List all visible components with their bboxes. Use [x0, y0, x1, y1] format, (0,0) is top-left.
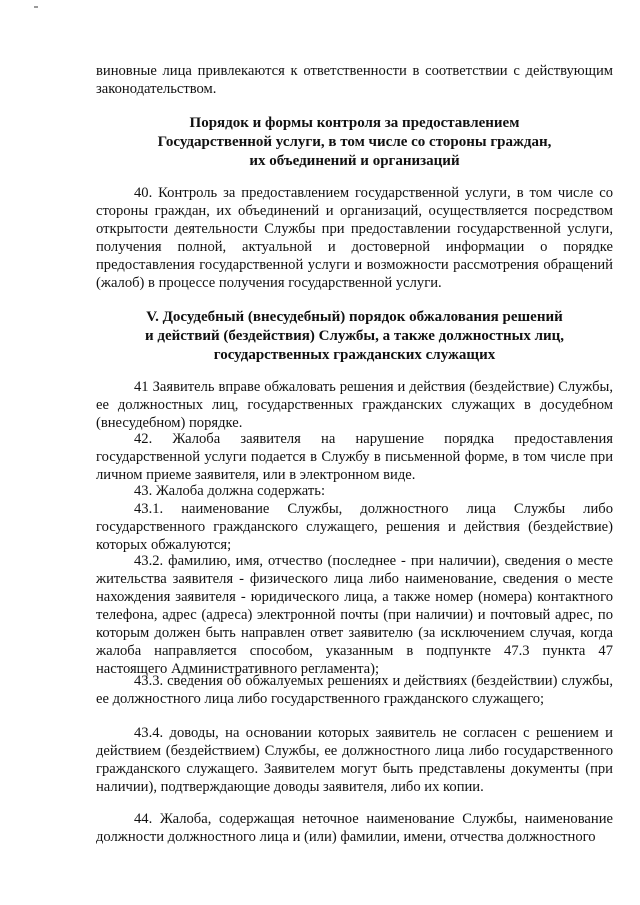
- scan-mark: [34, 6, 38, 8]
- paragraph-43-4: 43.4. доводы, на основании которых заявитель не согласен с решением и действием (бездействием) Службы, ее должностного лица либо государственного гражданского служащего. Заявителем могут быть представлены документы (при наличии), подтверждающие доводы заявителя, либо их копии.: [96, 725, 613, 795]
- paragraph-44: 44. Жалоба, содержащая неточное наименование Службы, наименование должности должностного лица и (или) фамилии, имени, отчества должностного: [96, 811, 613, 845]
- paragraph-43-2: 43.2. фамилию, имя, отчество (последнее - при наличии), сведения о месте жительства заявителя - физического лица либо наименование, сведения о месте нахождения заявителя - юридического лица, а также номер (номера) контактного телефона, адрес (адреса) электронной почты (при наличии) и почтовый адрес, по которым должен быть направлен ответ заявителю (за исключением случая, когда жалоба направляется способом, указанным в подпункте 47.3 пункта 47 настоящего Административного регламента);: [96, 553, 613, 677]
- heading-line: их объединений и организаций: [249, 153, 460, 169]
- paragraph-43: 43. Жалоба должна содержать:: [134, 483, 325, 499]
- paragraph-43-3: 43.3. сведения об обжалуемых решениях и действиях (бездействии) службы, ее должностного лица либо государственного гражданского служащего;: [96, 673, 613, 707]
- paragraph-40: 40. Контроль за предоставлением государственной услуги, в том числе со стороны граждан, их объединений и организаций, осуществляется посредством открытости деятельности Службы при предоставлении государственной услуги, получения полной, актуальной и достоверной информации о порядке предоставления государственной услуги и возможности рассмотрения обращений (жалоб) в процессе получения государственной услуги.: [96, 185, 613, 291]
- intro-continuation: виновные лица привлекаются к ответственности в соответствии с действующим законодательством.: [96, 63, 613, 97]
- section-heading-appeal: [96, 308, 613, 365]
- paragraph-43-1: 43.1. наименование Службы, должностного лица Службы либо государственного гражданского служащего, решения и действия (бездействие) которых обжалуются;: [96, 501, 613, 553]
- heading-line: Государственной услуги, в том числе со стороны граждан,: [157, 134, 552, 150]
- heading-line: Порядок и формы контроля за предоставлением: [189, 115, 520, 131]
- heading-line: и действий (бездействия) Службы, а также должностных лиц,: [144, 328, 565, 344]
- section-heading-control: [96, 114, 613, 171]
- heading-line: V. Досудебный (внесудебный) порядок обжалования решений: [146, 309, 563, 325]
- heading-line: государственных гражданских служащих: [213, 347, 496, 363]
- paragraph-41: 41 Заявитель вправе обжаловать решения и действия (бездействие) Службы, ее должностных лиц, государственных гражданских служащих в досудебном (внесудебном) порядке.: [96, 379, 613, 431]
- paragraph-42: 42. Жалоба заявителя на нарушение порядка предоставления государственной услуги подается в Службу в письменной форме, в том числе при личном приеме заявителя, или в электронном виде.: [96, 431, 613, 483]
